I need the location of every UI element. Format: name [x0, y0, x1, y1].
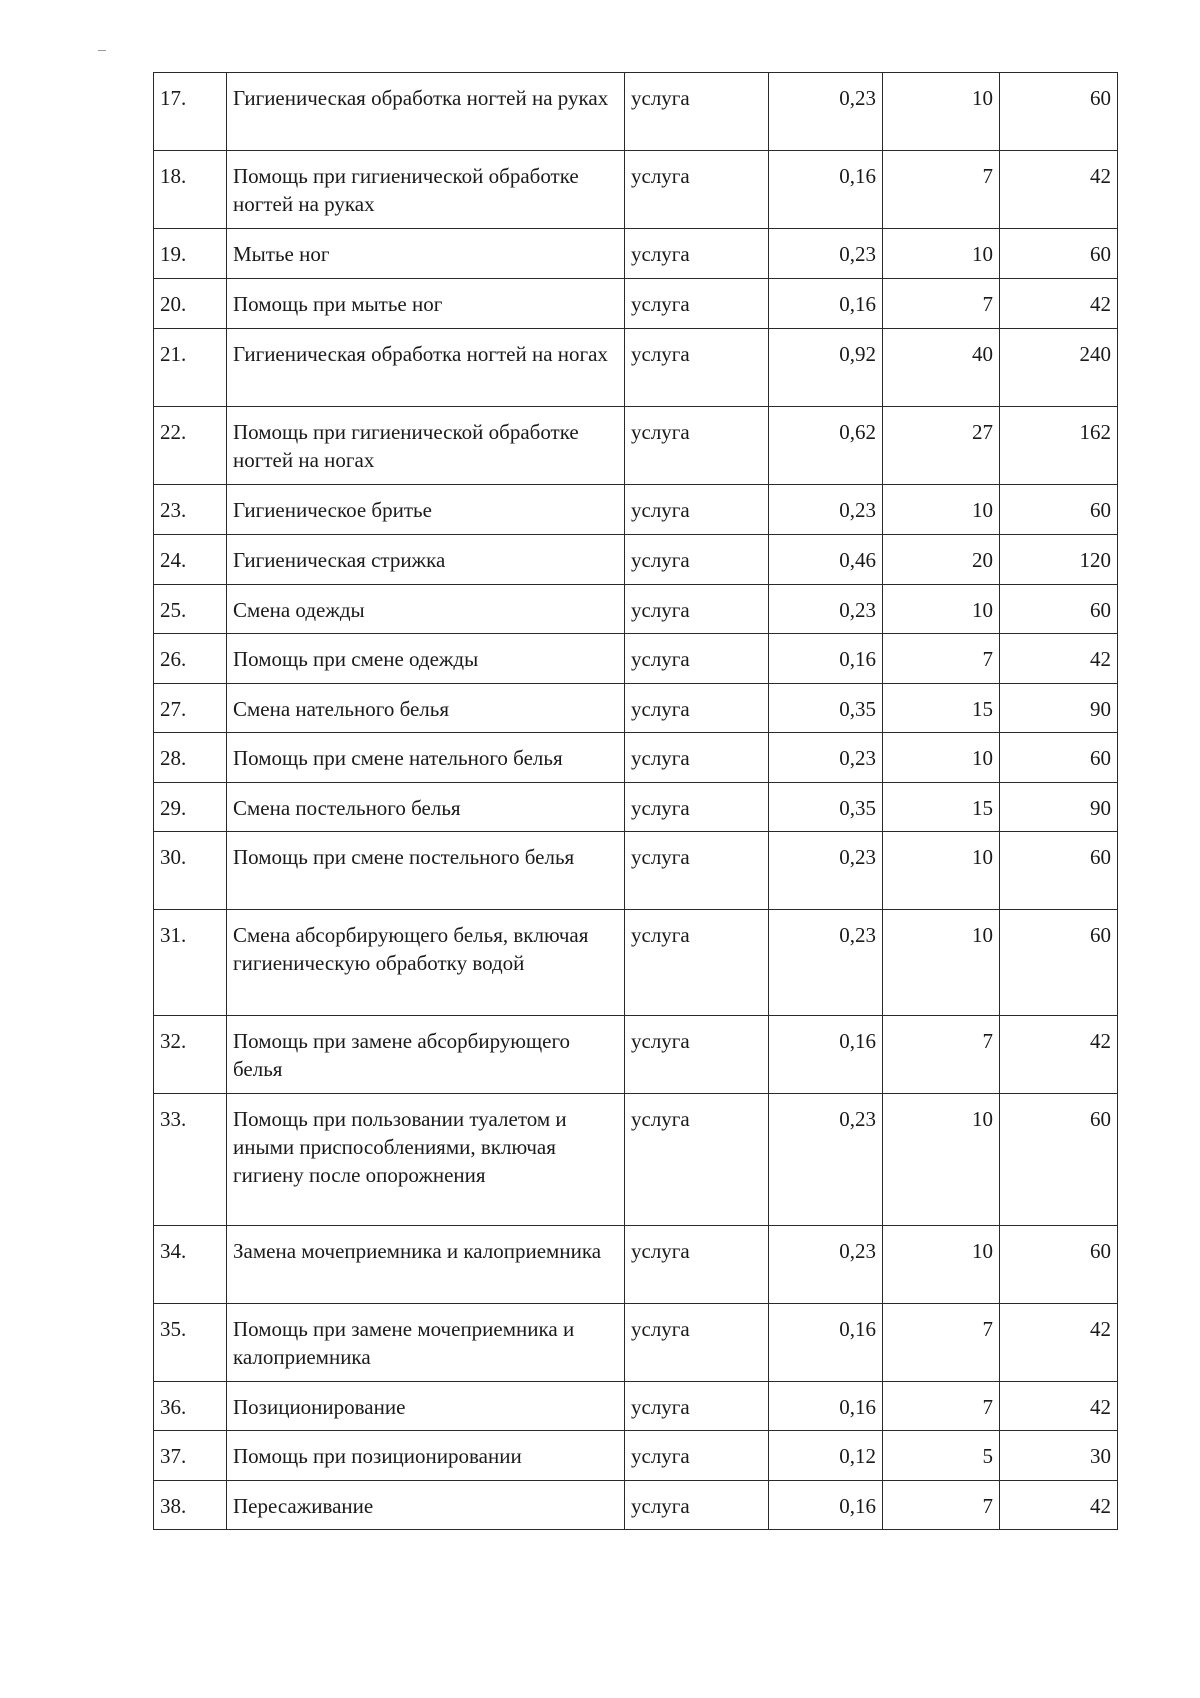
- service-name: Гигиеническая обработка ногтей на ногах: [227, 329, 625, 407]
- value-minutes: 15: [883, 684, 1000, 733]
- value-minutes: 10: [883, 585, 1000, 634]
- service-name: Помощь при смене нательного белья: [227, 733, 625, 783]
- scan-artifact-mark: [98, 50, 106, 51]
- value-coefficient: 0,16: [769, 1481, 883, 1530]
- value-minutes: 7: [883, 151, 1000, 229]
- row-number: 34.: [154, 1226, 227, 1304]
- service-name: Пересаживание: [227, 1481, 625, 1530]
- row-number: 22.: [154, 407, 227, 485]
- row-number: 17.: [154, 73, 227, 151]
- value-coefficient: 0,23: [769, 910, 883, 1016]
- service-unit: услуга: [625, 1481, 769, 1530]
- value-minutes: 7: [883, 1382, 1000, 1431]
- value-minutes: 10: [883, 229, 1000, 279]
- value-coefficient: 0,23: [769, 585, 883, 634]
- service-name: Смена одежды: [227, 585, 625, 634]
- service-name: Смена абсорбирующего белья, включая гигиеническую обработку водой: [227, 910, 625, 1016]
- table-row: [154, 1382, 1118, 1431]
- table-row: [154, 684, 1118, 733]
- service-unit: услуга: [625, 1304, 769, 1382]
- service-unit: услуга: [625, 1226, 769, 1304]
- table-row: [154, 279, 1118, 329]
- value-coefficient: 0,23: [769, 73, 883, 151]
- service-unit: услуга: [625, 783, 769, 832]
- table-row: [154, 783, 1118, 832]
- value-price: 60: [1000, 1094, 1118, 1226]
- row-number: 32.: [154, 1016, 227, 1094]
- value-price: 60: [1000, 1226, 1118, 1304]
- value-coefficient: 0,16: [769, 1016, 883, 1094]
- value-price: 60: [1000, 73, 1118, 151]
- value-coefficient: 0,23: [769, 485, 883, 535]
- service-name: Помощь при гигиенической обработке ногтей на ногах: [227, 407, 625, 485]
- value-minutes: 10: [883, 1094, 1000, 1226]
- value-price: 42: [1000, 1481, 1118, 1530]
- value-coefficient: 0,46: [769, 535, 883, 585]
- service-unit: услуга: [625, 1094, 769, 1226]
- service-unit: услуга: [625, 684, 769, 733]
- value-coefficient: 0,16: [769, 1304, 883, 1382]
- service-unit: услуга: [625, 73, 769, 151]
- value-minutes: 5: [883, 1431, 1000, 1481]
- service-name: Смена постельного белья: [227, 783, 625, 832]
- service-unit: услуга: [625, 329, 769, 407]
- table-row: [154, 1304, 1118, 1382]
- table-row: [154, 634, 1118, 684]
- service-unit: услуга: [625, 279, 769, 329]
- value-coefficient: 0,35: [769, 684, 883, 733]
- row-number: 37.: [154, 1431, 227, 1481]
- table-row: [154, 407, 1118, 485]
- value-price: 60: [1000, 585, 1118, 634]
- row-number: 19.: [154, 229, 227, 279]
- value-minutes: 10: [883, 485, 1000, 535]
- value-coefficient: 0,35: [769, 783, 883, 832]
- value-price: 60: [1000, 229, 1118, 279]
- value-coefficient: 0,23: [769, 733, 883, 783]
- row-number: 25.: [154, 585, 227, 634]
- value-minutes: 7: [883, 279, 1000, 329]
- value-price: 60: [1000, 485, 1118, 535]
- row-number: 24.: [154, 535, 227, 585]
- row-number: 21.: [154, 329, 227, 407]
- value-coefficient: 0,92: [769, 329, 883, 407]
- service-name: Помощь при замене мочеприемника и калоприемника: [227, 1304, 625, 1382]
- value-minutes: 10: [883, 910, 1000, 1016]
- service-unit: услуга: [625, 634, 769, 684]
- value-price: 162: [1000, 407, 1118, 485]
- service-name: Гигиеническое бритье: [227, 485, 625, 535]
- value-price: 60: [1000, 910, 1118, 1016]
- table-row: [154, 151, 1118, 229]
- table-row: [154, 329, 1118, 407]
- service-unit: услуга: [625, 485, 769, 535]
- table-row: [154, 229, 1118, 279]
- service-unit: услуга: [625, 1016, 769, 1094]
- table-row: [154, 1094, 1118, 1226]
- table-row: [154, 1431, 1118, 1481]
- service-name: Гигиеническая стрижка: [227, 535, 625, 585]
- value-price: 30: [1000, 1431, 1118, 1481]
- row-number: 28.: [154, 733, 227, 783]
- value-minutes: 27: [883, 407, 1000, 485]
- value-price: 120: [1000, 535, 1118, 585]
- service-unit: услуга: [625, 832, 769, 910]
- service-unit: услуга: [625, 1431, 769, 1481]
- service-name: Помощь при замене абсорбирующего белья: [227, 1016, 625, 1094]
- table-row: [154, 73, 1118, 151]
- services-table-body: [154, 73, 1118, 1530]
- row-number: 20.: [154, 279, 227, 329]
- table-row: [154, 535, 1118, 585]
- table-row: [154, 485, 1118, 535]
- value-minutes: 7: [883, 1304, 1000, 1382]
- value-price: 42: [1000, 1016, 1118, 1094]
- value-price: 42: [1000, 279, 1118, 329]
- table-row: [154, 733, 1118, 783]
- service-name: Позиционирование: [227, 1382, 625, 1431]
- service-name: Помощь при позиционировании: [227, 1431, 625, 1481]
- service-name: Помощь при гигиенической обработке ногтей на руках: [227, 151, 625, 229]
- service-name: Смена нательного белья: [227, 684, 625, 733]
- value-coefficient: 0,16: [769, 279, 883, 329]
- value-minutes: 10: [883, 73, 1000, 151]
- table-row: [154, 1226, 1118, 1304]
- value-coefficient: 0,16: [769, 151, 883, 229]
- value-price: 42: [1000, 151, 1118, 229]
- row-number: 26.: [154, 634, 227, 684]
- services-table: [153, 72, 1118, 1530]
- value-minutes: 40: [883, 329, 1000, 407]
- service-name: Мытье ног: [227, 229, 625, 279]
- table-row: [154, 585, 1118, 634]
- value-coefficient: 0,16: [769, 634, 883, 684]
- table-row: [154, 910, 1118, 1016]
- service-name: Помощь при смене одежды: [227, 634, 625, 684]
- service-unit: услуга: [625, 229, 769, 279]
- row-number: 23.: [154, 485, 227, 535]
- value-coefficient: 0,23: [769, 1226, 883, 1304]
- service-unit: услуга: [625, 535, 769, 585]
- service-name: Помощь при смене постельного белья: [227, 832, 625, 910]
- row-number: 31.: [154, 910, 227, 1016]
- row-number: 36.: [154, 1382, 227, 1431]
- value-coefficient: 0,12: [769, 1431, 883, 1481]
- service-unit: услуга: [625, 733, 769, 783]
- row-number: 35.: [154, 1304, 227, 1382]
- value-minutes: 15: [883, 783, 1000, 832]
- table-row: [154, 1481, 1118, 1530]
- value-coefficient: 0,23: [769, 832, 883, 910]
- service-unit: услуга: [625, 151, 769, 229]
- service-name: Замена мочеприемника и калоприемника: [227, 1226, 625, 1304]
- value-price: 240: [1000, 329, 1118, 407]
- row-number: 18.: [154, 151, 227, 229]
- row-number: 38.: [154, 1481, 227, 1530]
- value-price: 42: [1000, 634, 1118, 684]
- row-number: 29.: [154, 783, 227, 832]
- value-minutes: 7: [883, 1016, 1000, 1094]
- value-price: 60: [1000, 832, 1118, 910]
- service-unit: услуга: [625, 910, 769, 1016]
- value-minutes: 10: [883, 832, 1000, 910]
- service-name: Помощь при пользовании туалетом и иными приспособлениями, включая гигиену после опорожнения: [227, 1094, 625, 1226]
- row-number: 27.: [154, 684, 227, 733]
- value-price: 42: [1000, 1304, 1118, 1382]
- value-minutes: 7: [883, 1481, 1000, 1530]
- value-price: 90: [1000, 684, 1118, 733]
- table-row: [154, 832, 1118, 910]
- row-number: 30.: [154, 832, 227, 910]
- value-price: 60: [1000, 733, 1118, 783]
- service-unit: услуга: [625, 407, 769, 485]
- value-price: 90: [1000, 783, 1118, 832]
- value-coefficient: 0,62: [769, 407, 883, 485]
- row-number: 33.: [154, 1094, 227, 1226]
- value-minutes: 10: [883, 733, 1000, 783]
- value-coefficient: 0,23: [769, 229, 883, 279]
- service-name: Помощь при мытье ног: [227, 279, 625, 329]
- value-coefficient: 0,16: [769, 1382, 883, 1431]
- value-minutes: 7: [883, 634, 1000, 684]
- service-unit: услуга: [625, 1382, 769, 1431]
- value-coefficient: 0,23: [769, 1094, 883, 1226]
- value-price: 42: [1000, 1382, 1118, 1431]
- value-minutes: 10: [883, 1226, 1000, 1304]
- service-name: Гигиеническая обработка ногтей на руках: [227, 73, 625, 151]
- service-unit: услуга: [625, 585, 769, 634]
- value-minutes: 20: [883, 535, 1000, 585]
- table-row: [154, 1016, 1118, 1094]
